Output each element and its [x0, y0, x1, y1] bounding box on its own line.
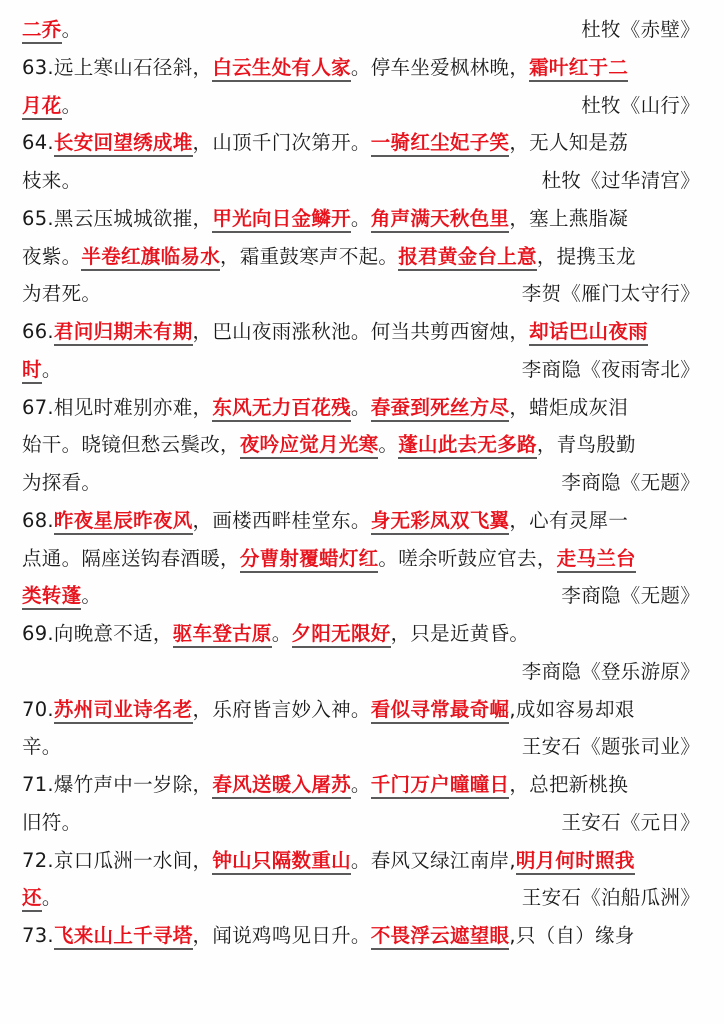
- answer-text: 钟山只隔数重山: [212, 849, 351, 875]
- answer-text: 白云生处有人家: [212, 56, 351, 82]
- answer-text: 二乔: [22, 18, 62, 44]
- answer-text: 报君黄金台上意: [398, 245, 537, 271]
- answer-text: 走马兰台: [557, 547, 636, 573]
- poem-text: 71.爆竹声中一岁除，: [22, 773, 213, 796]
- text-line: [22, 242, 700, 272]
- poem-attribution: 王安石《元日》: [561, 810, 700, 834]
- answer-text: 蓬山此去无多路: [398, 433, 537, 459]
- answer-text: 飞来山上千寻塔: [54, 924, 193, 950]
- poem-text: 64.: [22, 131, 54, 155]
- poem-text: ，塞上燕脂凝: [509, 206, 629, 230]
- poem-attribution: 李商隐《登乐游原》: [521, 659, 700, 683]
- poem-text: 枝来。: [22, 169, 82, 192]
- poem-text: 。: [41, 357, 62, 381]
- answer-text: 时: [22, 358, 42, 384]
- poem-attribution: 杜牧《赤壁》: [581, 18, 700, 41]
- poem-text: 72.京口瓜洲一水间，: [22, 848, 213, 872]
- poem-text: 。: [350, 206, 371, 230]
- poem-text: 70.: [22, 697, 54, 721]
- text-line: [22, 921, 700, 951]
- poem-text: 65.黑云压城城欲摧，: [22, 206, 213, 230]
- poem-attribution: 王安石《泊船瓜洲》: [521, 886, 700, 910]
- answer-text: 甲光向日金鳞开: [212, 207, 351, 233]
- answer-text: 东风无力百花残: [212, 396, 351, 422]
- answer-text: 春蚕到死丝方尽: [371, 396, 510, 422]
- answer-text: 夕阳无限好: [292, 622, 391, 648]
- poem-text: 67.相见时难别亦难，: [22, 395, 213, 419]
- answer-text: 苏州司业诗名老: [54, 698, 193, 724]
- text-line: [22, 619, 700, 649]
- text-line: [22, 393, 700, 423]
- poem-text: ，画楼西畔桂堂东。: [192, 508, 371, 532]
- answer-text: 君问归期未有期: [54, 320, 193, 346]
- poem-text: 为君死。: [22, 282, 102, 306]
- answer-text: 半卷红旗临易水: [81, 245, 220, 271]
- text-line: [22, 204, 700, 234]
- poem-attribution: 李商隐《无题》: [561, 471, 700, 494]
- poem-text: 。: [271, 622, 292, 645]
- answer-text: 驱车登古原: [173, 622, 272, 648]
- answer-text: 昨夜星辰昨夜风: [54, 509, 193, 535]
- poem-text: ,只（自）缘身: [509, 924, 635, 947]
- answer-text: 千门万户曈曈日: [371, 773, 510, 799]
- poem-attribution: 李贺《雁门太守行》: [521, 282, 700, 306]
- poem-attribution: 杜牧《山行》: [581, 93, 700, 117]
- poem-attribution: 李商隐《无题》: [561, 584, 700, 608]
- poem-text: 。: [81, 584, 102, 608]
- answer-text: 一骑红尘妃子笑: [371, 131, 510, 157]
- poem-text: 始干。晓镜但愁云鬓改，: [22, 433, 240, 457]
- poem-text: 73.: [22, 924, 54, 947]
- poem-attribution: 王安石《题张司业》: [521, 735, 700, 759]
- answer-text: 角声满天秋色里: [371, 207, 510, 233]
- poem-text: ，霜重鼓寒声不起。: [220, 244, 399, 268]
- answer-text: 长安回望绣成堆: [54, 131, 193, 157]
- poem-text: ，提携玉龙: [536, 244, 636, 268]
- poem-text: 。: [61, 93, 82, 117]
- poem-text: 。: [61, 18, 82, 41]
- poem-text: ,成如容易却艰: [509, 697, 635, 721]
- answer-text: 身无彩凤双飞翼: [371, 509, 510, 535]
- text-line: [22, 544, 700, 574]
- poem-text: 夜紫。: [22, 244, 82, 268]
- poem-text: 为探看。: [22, 471, 102, 494]
- poem-text: 68.: [22, 508, 54, 532]
- poem-text: 点通。隔座送钩春酒暖，: [22, 546, 240, 570]
- poem-text: ，青鸟殷勤: [536, 433, 636, 457]
- answer-text: 月花: [22, 94, 62, 120]
- answer-text: 类转蓬: [22, 584, 81, 610]
- poem-text: ，无人知是荔: [509, 131, 629, 155]
- answer-text: 明月何时照我: [516, 849, 635, 875]
- poem-text: ，乐府皆言妙入神。: [192, 697, 371, 721]
- poem-text: ，闻说鸡鸣见日升。: [192, 924, 371, 947]
- text-line: [22, 506, 700, 536]
- poem-text: 旧符。: [22, 810, 82, 834]
- text-line: [22, 695, 700, 725]
- poem-text: 辛。: [22, 735, 62, 759]
- poem-text: ，蜡炬成灰泪: [509, 395, 629, 419]
- poem-text: ，山顶千门次第开。: [192, 131, 371, 155]
- poem-attribution: 杜牧《过华清宫》: [541, 169, 700, 192]
- poem-text: ，巴山夜雨涨秋池。何当共剪西窗烛，: [192, 320, 530, 343]
- text-line: [22, 317, 700, 347]
- answer-text: 分曹射覆蜡灯红: [240, 547, 379, 573]
- poem-text: 63.远上寒山石径斜，: [22, 55, 213, 79]
- poem-text: ，总把新桃换: [509, 773, 629, 796]
- poem-text: 。春风又绿江南岸,: [350, 848, 516, 872]
- poem-text: ，心有灵犀一: [509, 508, 629, 532]
- answer-text: 夜吟应觉月光寒: [240, 433, 379, 459]
- answer-text: 不畏浮云遮望眼: [371, 924, 510, 950]
- poem-text: 66.: [22, 320, 54, 343]
- text-line: [22, 430, 700, 460]
- poem-text: 。嗟余听鼓应官去，: [378, 546, 557, 570]
- poem-text: 。: [378, 433, 399, 457]
- answer-text: 看似寻常最奇崛: [371, 698, 510, 724]
- poem-text: 69.向晚意不适，: [22, 622, 173, 645]
- poem-text: ，只是近黄昏。: [390, 622, 530, 645]
- text-line: [22, 770, 700, 800]
- poem-text: 。: [350, 395, 371, 419]
- text-line: [22, 128, 700, 158]
- answer-text: 还: [22, 886, 42, 912]
- answer-text: 却话巴山夜雨: [529, 320, 648, 346]
- poem-text: 。: [41, 886, 62, 910]
- answer-text: 霜叶红于二: [529, 56, 628, 82]
- text-line: [22, 53, 700, 83]
- answer-text: 春风送暖入屠苏: [212, 773, 351, 799]
- poem-attribution: 李商隐《夜雨寄北》: [521, 357, 700, 381]
- text-line: [22, 846, 700, 876]
- poem-text: 。停车坐爱枫林晚，: [350, 55, 530, 79]
- poem-text: 。: [350, 773, 371, 796]
